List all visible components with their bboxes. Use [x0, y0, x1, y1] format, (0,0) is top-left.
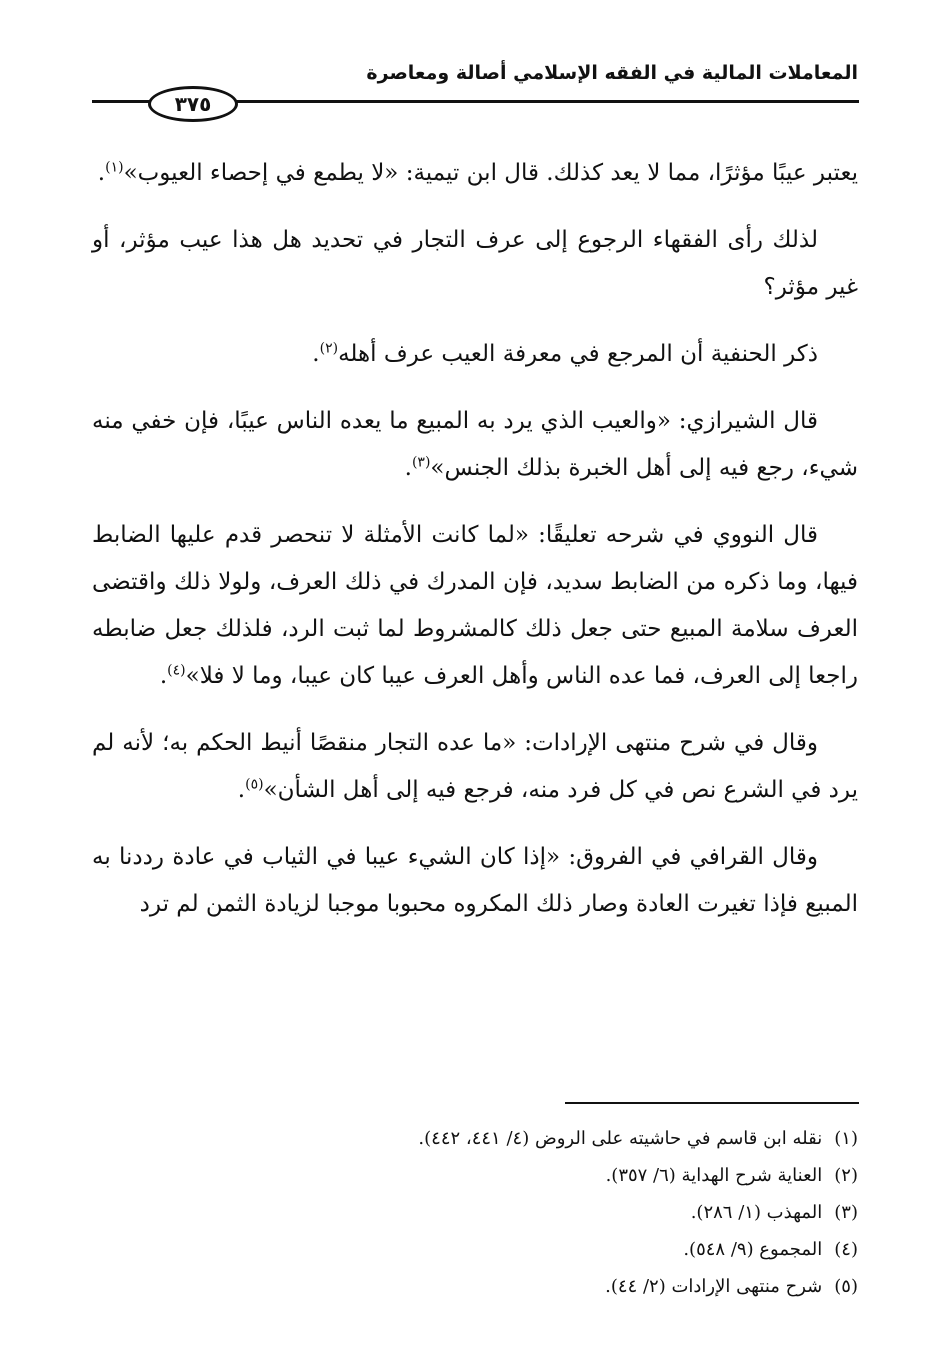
paragraph-text: قال الشيرازي: «والعيب الذي يرد به المبيع ما يعده الناس عيبًا، فإن خفي منه شيء، رجع فيه إلى أهل الخبرة بذلك الجنس»: [92, 408, 858, 481]
footnote-3: [98, 1194, 858, 1231]
running-header-title: المعاملات المالية في الفقه الإسلامي أصالة ومعاصرة: [366, 62, 858, 84]
footnote-5: [98, 1268, 858, 1305]
paragraph-4: [92, 398, 858, 492]
paragraph-text: ذكر الحنفية أن المرجع في معرفة العيب عرف أهله: [338, 341, 818, 367]
paragraph-end: .: [237, 777, 246, 803]
footnote-ref: (١): [105, 159, 124, 176]
paragraph-text: يعتبر عيبًا مؤثرًا، مما لا يعد كذلك. قال ابن تيمية: «لا يطمع في إحصاء العيوب»: [123, 160, 858, 186]
footnote-ref: (٣): [411, 454, 431, 471]
footnote-text: نقله ابن قاسم في حاشيته على الروض (٤/ ٤٤١، ٤٤٢).: [418, 1128, 823, 1149]
paragraph-text: قال النووي في شرحه تعليقًا: «لما كانت الأمثلة لا تنحصر قدم عليها الضابط فيها، وما ذكره من الضابط سديد، فإن المدرك في ذلك العرف، ولولا ذلك واقتضى العرف سلامة المبيع حتى جعل ذلك كالمشروط لما ثبت الرد، فلذلك جعل ضابطه راجعا إلى العرف، فما عده الناس وأهل العرف عيبا كان عيبا، وما لا فلا»: [92, 522, 858, 689]
footnote-ref: (٢): [319, 340, 339, 357]
footnote-separator: [565, 1102, 859, 1104]
footnote-text: المجموع (٩/ ٥٤٨).: [683, 1239, 823, 1260]
paragraph-1: [92, 150, 858, 197]
paragraph-end: .: [159, 663, 168, 689]
footnote-number: (٤): [834, 1239, 858, 1260]
footnote-ref: (٤): [167, 662, 186, 679]
paragraph-5: [92, 512, 858, 700]
paragraph-3: [92, 331, 858, 378]
footnote-text: العناية شرح الهداية (٦/ ٣٥٧).: [605, 1165, 823, 1186]
paragraph-text: لذلك رأى الفقهاء الرجوع إلى عرف التجار في تحديد هل هذا عيب مؤثر، أو غير مؤثر؟: [92, 227, 858, 300]
main-text: [92, 150, 858, 948]
footnote-1: [98, 1120, 858, 1157]
paragraph-end: .: [312, 341, 320, 367]
footnotes: [98, 1120, 858, 1305]
footnote-number: (٥): [834, 1276, 858, 1297]
paragraph-7: [92, 834, 858, 928]
footnote-4: [98, 1231, 858, 1268]
footnote-number: (٢): [834, 1165, 858, 1186]
paragraph-text: وقال القرافي في الفروق: «إذا كان الشيء عيبا في الثياب في عادة رددنا به المبيع فإذا تغيرت العادة وصار ذلك المكروه محبوبا موجبا لزيادة الثمن لم ترد: [92, 844, 858, 917]
footnote-text: شرح منتهى الإرادات (٢/ ٤٤).: [605, 1276, 823, 1297]
paragraph-end: .: [404, 455, 412, 481]
footnote-number: (١): [834, 1128, 858, 1149]
footnote-text: المهذب (١/ ٢٨٦).: [690, 1202, 823, 1223]
paragraph-6: [92, 720, 858, 814]
paragraph-2: [92, 217, 858, 311]
page-number: ٣٧٥: [148, 86, 238, 122]
footnote-number: (٣): [834, 1202, 858, 1223]
paragraph-end: .: [97, 160, 106, 186]
footnote-2: [98, 1157, 858, 1194]
footnote-ref: (٥): [245, 776, 264, 793]
paragraph-text: وقال في شرح منتهى الإرادات: «ما عده التجار منقصًا أنيط الحكم به؛ لأنه لم يرد في الشرع نص في كل فرد منه، فرجع فيه إلى أهل الشأن»: [92, 730, 858, 803]
